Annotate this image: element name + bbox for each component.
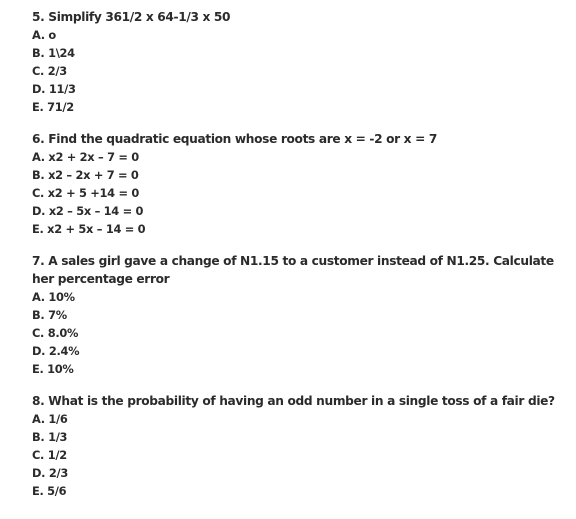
option-a: A. 10% (32, 290, 75, 304)
question-text: 7. A sales girl gave a change of N1.15 to a customer instead of N1.25. Calculate her percentage error (32, 254, 554, 286)
option-b: B. 1\24 (32, 46, 75, 60)
option-c: C. 8.0% (32, 326, 79, 340)
option-d: D. 2/3 (32, 466, 68, 480)
option-c: C. x2 + 5 +14 = 0 (32, 186, 139, 200)
question-list (32, 8, 562, 514)
option-a: A. o (32, 28, 56, 42)
option-a: A. x2 + 2x – 7 = 0 (32, 150, 139, 164)
option-list (32, 410, 562, 500)
question-text: 6. Find the quadratic equation whose roots are x = -2 or x = 7 (32, 132, 437, 146)
option-list (32, 26, 562, 116)
option-b: B. 1/3 (32, 430, 68, 444)
option-d: D. 11/3 (32, 82, 76, 96)
question-7 (32, 252, 562, 378)
option-d: D. 2.4% (32, 344, 80, 358)
question-8 (32, 392, 562, 500)
option-e: E. 71/2 (32, 100, 74, 114)
question-text: 8. What is the probability of having an odd number in a single toss of a fair die? (32, 394, 555, 408)
option-c: C. 1/2 (32, 448, 67, 462)
option-b: B. 7% (32, 308, 67, 322)
option-d: D. x2 – 5x – 14 = 0 (32, 204, 144, 218)
question-5 (32, 8, 562, 116)
option-e: E. 5/6 (32, 484, 67, 498)
option-e: E. x2 + 5x – 14 = 0 (32, 222, 146, 236)
option-a: A. 1/6 (32, 412, 68, 426)
option-list (32, 288, 562, 378)
option-c: C. 2/3 (32, 64, 67, 78)
option-e: E. 10% (32, 362, 74, 376)
option-b: B. x2 – 2x + 7 = 0 (32, 168, 139, 182)
option-list (32, 148, 562, 238)
question-text: 5. Simplify 361/2 x 64-1/3 x 50 (32, 10, 231, 24)
question-6 (32, 130, 562, 238)
